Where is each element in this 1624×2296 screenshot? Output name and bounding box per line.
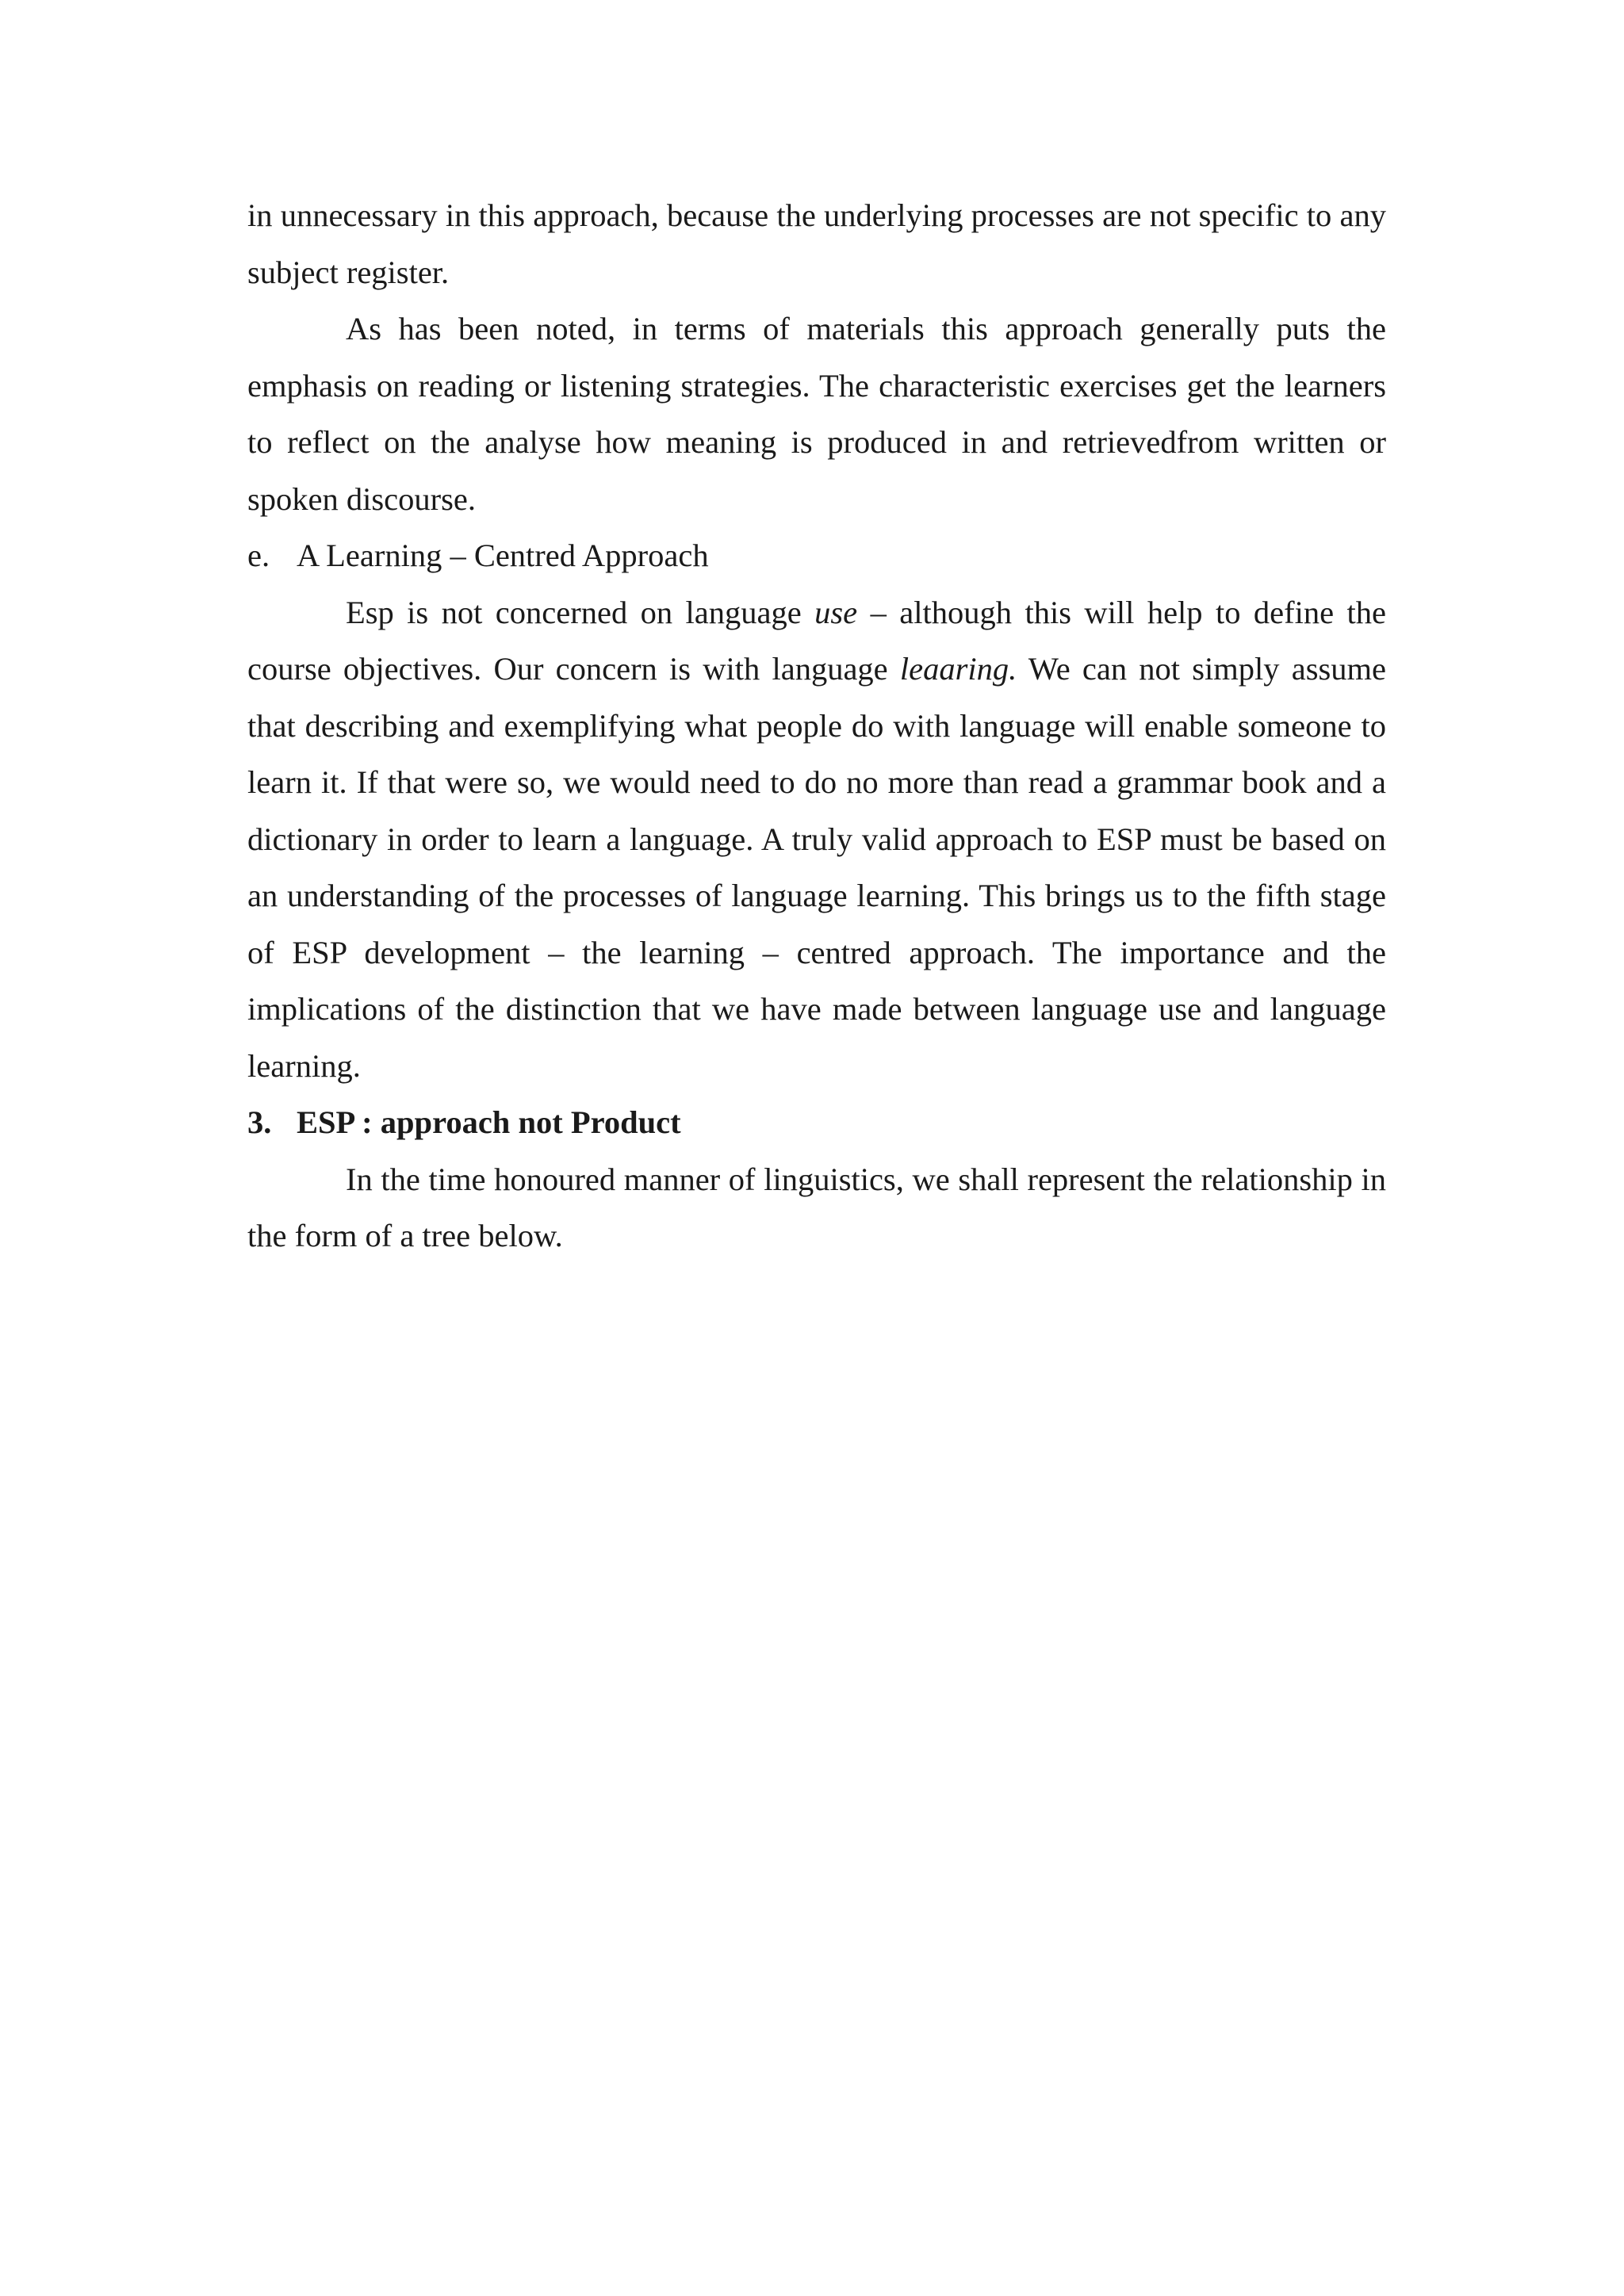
paragraph-text: We can not simply assume that describing and exemplifying what people do with language will enable someone to learn it. If that were so, we would need to do no more than read a grammar book and a dictionary in order to learn a language. A truly valid approach to ESP must be based on an understanding of the processes of language learning. This brings us to the fifth stage of ESP development – the learning – centred approach. The importance and the implications of the distinction that we have made between language use and language learning. bbox=[247, 651, 1386, 1084]
italic-term-use: use bbox=[814, 594, 858, 630]
section-number: 3. bbox=[247, 1104, 272, 1140]
paragraph-tree-intro: In the time honoured manner of linguistics, we shall represent the relationship in the form of a tree below. bbox=[247, 1161, 1386, 1253]
paragraph-continuation: in unnecessary in this approach, because the underlying processes are not specific to any subject register. bbox=[247, 197, 1386, 290]
paragraph-text: Esp is not concerned on language bbox=[346, 594, 815, 630]
subsection-marker: e. bbox=[247, 538, 270, 573]
section-title: ESP : approach not Product bbox=[297, 1104, 681, 1140]
subsection-title: A Learning – Centred Approach bbox=[297, 538, 709, 573]
document-page bbox=[247, 187, 1386, 1265]
section-heading bbox=[247, 1094, 1386, 1151]
subsection-heading bbox=[247, 527, 1386, 584]
paragraph-text: – although this will help to define the course objectives. Our concern is with language bbox=[247, 594, 1386, 687]
paragraph-materials: As has been noted, in terms of materials this approach generally puts the emphasis on reading or listening strategies. The characteristic exercises get the learners to reflect on the analyse how meaning is produced in and retrievedfrom written or spoken discourse. bbox=[247, 311, 1386, 517]
italic-term-learning: leaaring. bbox=[899, 651, 1017, 687]
paragraph-learning-centred bbox=[247, 584, 1386, 1095]
